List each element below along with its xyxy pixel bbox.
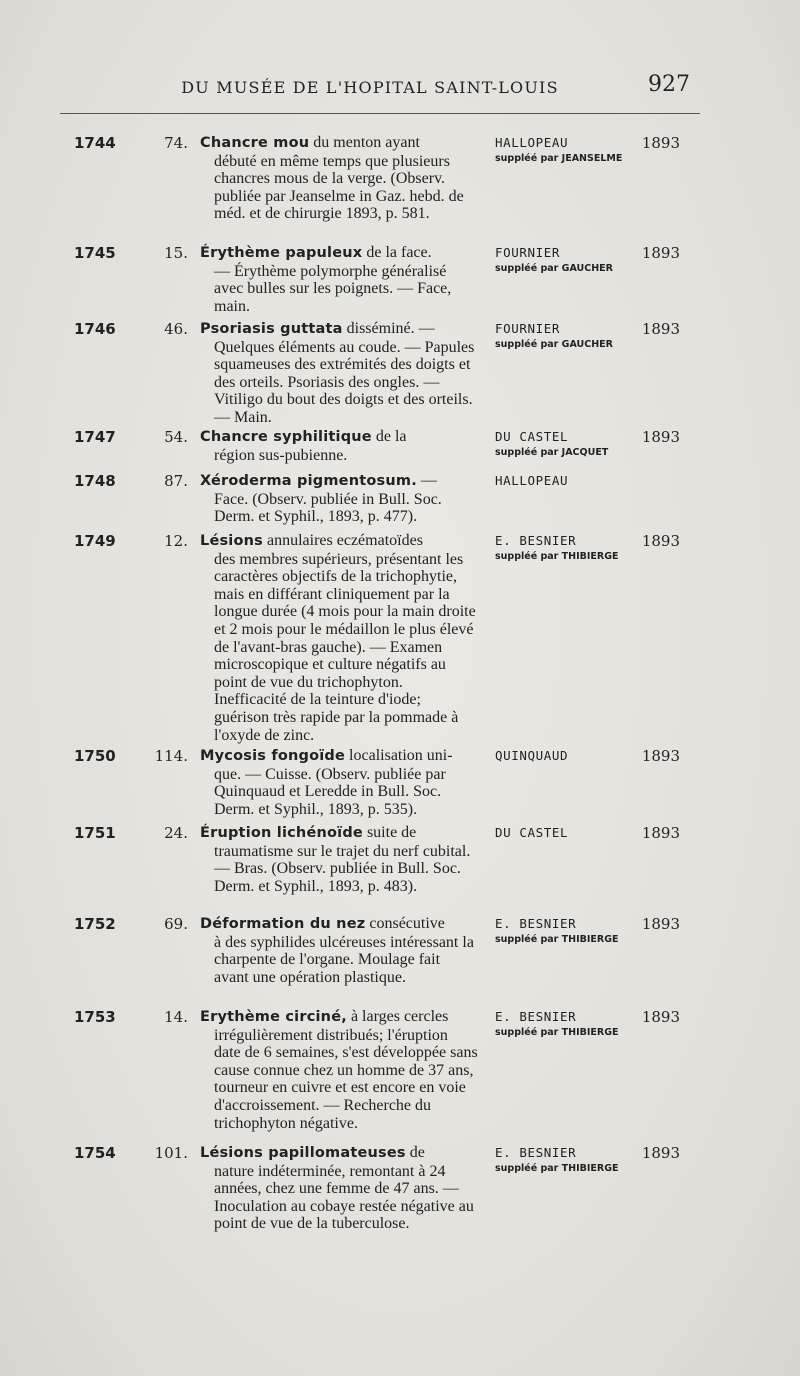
entry-id: 1749 [74,532,116,550]
entry-number: 54. [164,428,188,446]
entry-year: 1893 [641,824,680,842]
doctor-substitute: suppléé par GAUCHER [495,339,613,350]
entry-year: 1893 [641,532,680,550]
entry-title-rest: — [416,472,437,489]
entry-body: à des syphilides ulcéreuses intéressant la charpente de l'organe. Moulage fait avant une opération plastique. [214,933,474,986]
entry-doctor [495,429,615,458]
entry-year: 1893 [641,915,680,933]
entry-title-rest: de la [371,428,407,445]
entry-year: 1893 [641,1008,680,1026]
entry-title: Mycosis fongoïde [200,748,346,764]
entry-title: Lésions [200,533,263,549]
entry-title-rest: de [405,1144,425,1161]
entry-id: 1751 [74,824,116,842]
entry-body: Face. (Observ. publiée in Bull. Soc. Derm. et Syphil., 1893, p. 477). [214,490,442,526]
doctor-name: HALLOPEAU [495,135,569,150]
entry-number: 114. [154,747,188,765]
entry-body: nature indéterminée, remontant à 24 années, chez une femme de 47 ans. — Inoculation au cobaye restée négative au point de vue de la tuberculose. [214,1162,474,1233]
entry-body: des membres supérieurs, présentant les caractères objectifs de la trichophytie, mais en différant cliniquement par la longue durée (4 mois pour la main droite et 2 mois pour le médaillon le plus élevé de l'avant-bras gauche). — Examen microscopique et culture négatifs au point de vue du trichophyton. Inefficacité de la teinture d'iode; guérison très rapide par la pommade à l'oxyde de zinc. [214,550,476,744]
entry-number: 12. [164,532,188,550]
doctor-name: HALLOPEAU [495,473,569,488]
entry-title-rest: disséminé. — [342,320,435,337]
doctor-substitute: suppléé par THIBIERGE [495,1027,619,1038]
doctor-name: DU CASTEL [495,825,569,840]
entry-doctor [495,916,619,945]
entry-number: 74. [164,134,188,152]
entry-description [200,134,478,223]
entry-title-rest: à larges cercles [346,1008,449,1025]
entry-title: Éruption lichénoïde [200,825,363,841]
entry-body: — Érythème polymorphe généralisé avec bulles sur les poignets. — Face, main. [214,262,452,315]
header-rule [60,113,700,114]
entry-number: 24. [164,824,188,842]
entry-description [200,428,478,464]
entry-id: 1744 [74,134,116,152]
entry-body: traumatisme sur le trajet du nerf cubital. — Bras. (Observ. publiée in Bull. Soc. Derm. et Syphil., 1893, p. 483). [214,842,471,895]
entry-number: 46. [164,320,188,338]
entry-description [200,824,478,895]
entry-description [200,532,478,744]
entry-year: 1893 [641,320,680,338]
entry-title-rest: suite de [362,824,417,841]
entry-title: Xéroderma pigmentosum. [200,473,417,489]
entry-number: 87. [164,472,188,490]
doctor-substitute: suppléé par GAUCHER [495,263,613,274]
doctor-name: E. BESNIER [495,1009,577,1024]
entry-body: Quelques éléments au coude. — Papules squameuses des extrémités des doigts et des orteils. Psoriasis des ongles. — Vitiligo du bout des doigts et des orteils. — Main. [214,338,475,426]
doctor-substitute: suppléé par THIBIERGE [495,1163,619,1174]
entry-year: 1893 [641,134,680,152]
entry-title: Erythème circiné, [200,1009,347,1025]
doctor-name: E. BESNIER [495,1145,577,1160]
entry-description [200,1144,478,1233]
entry-id: 1747 [74,428,116,446]
entry-body: débuté en même temps que plusieurs chancres mous de la verge. (Observ. publiée par Jeanselme in Gaz. hebd. de méd. et de chirurgie 1893, p. 581. [214,152,464,223]
entry-number: 14. [164,1008,188,1026]
entry-id: 1746 [74,320,116,338]
page-number: 927 [648,72,690,97]
entry-title: Lésions papillomateuses [200,1145,406,1161]
doctor-name: FOURNIER [495,321,561,336]
entry-title: Déformation du nez [200,916,366,932]
entry-description [200,320,478,427]
entry-year: 1893 [641,428,680,446]
entry-title-rest: localisation uni- [345,747,453,764]
entry-id: 1754 [74,1144,116,1162]
entry-body: que. — Cuisse. (Observ. publiée par Quinquaud et Leredde in Bull. Soc. Derm. et Syphil., 1893, p. 535). [214,765,446,818]
entry-title: Chancre syphilitique [200,429,372,445]
entry-description [200,915,478,986]
entry-title: Psoriasis guttata [200,321,343,337]
entry-description [200,244,478,315]
entry-title-rest: annulaires eczématoïdes [263,532,423,549]
entry-year: 1893 [641,1144,680,1162]
entry-doctor [495,1145,619,1174]
entry-id: 1750 [74,747,116,765]
entry-title-rest: de la face. [362,244,432,261]
doctor-name: QUINQUAUD [495,748,569,763]
entry-number: 15. [164,244,188,262]
entry-doctor [495,245,615,274]
entry-number: 69. [164,915,188,933]
entry-doctor [495,748,615,766]
entry-description [200,472,478,526]
doctor-substitute: suppléé par THIBIERGE [495,934,619,945]
entry-doctor [495,533,619,562]
entry-title: Érythème papuleux [200,245,363,261]
entry-id: 1745 [74,244,116,262]
doctor-name: DU CASTEL [495,429,569,444]
doctor-name: E. BESNIER [495,533,577,548]
entry-doctor [495,1009,619,1038]
entry-title-rest: du menton ayant [309,134,420,151]
entry-doctor [495,321,615,350]
entry-description [200,747,478,818]
entry-id: 1752 [74,915,116,933]
entry-body: irrégulièrement distribués; l'éruption date de 6 semaines, s'est développée sans cause connue chez un homme de 37 ans, tourneur en cuivre et est encore en voie d'accroissement. — Recherche du trichophyton négative. [214,1026,478,1132]
entry-description [200,1008,478,1132]
running-header: DU MUSÉE DE L'HOPITAL SAINT-LOUIS [181,78,559,97]
entry-id: 1753 [74,1008,116,1026]
doctor-name: E. BESNIER [495,916,577,931]
entry-year: 1893 [641,747,680,765]
entry-doctor [495,135,623,164]
doctor-name: FOURNIER [495,245,561,260]
entry-doctor [495,473,615,491]
entry-number: 101. [154,1144,188,1162]
doctor-substitute: suppléé par JEANSELME [495,153,623,164]
doctor-substitute: suppléé par THIBIERGE [495,551,619,562]
entry-year: 1893 [641,244,680,262]
entry-title-rest: consécutive [365,915,445,932]
entry-title: Chancre mou [200,135,310,151]
entry-id: 1748 [74,472,116,490]
entry-doctor [495,825,615,843]
doctor-substitute: suppléé par JACQUET [495,447,609,458]
entry-body: région sus-pubienne. [214,446,348,464]
